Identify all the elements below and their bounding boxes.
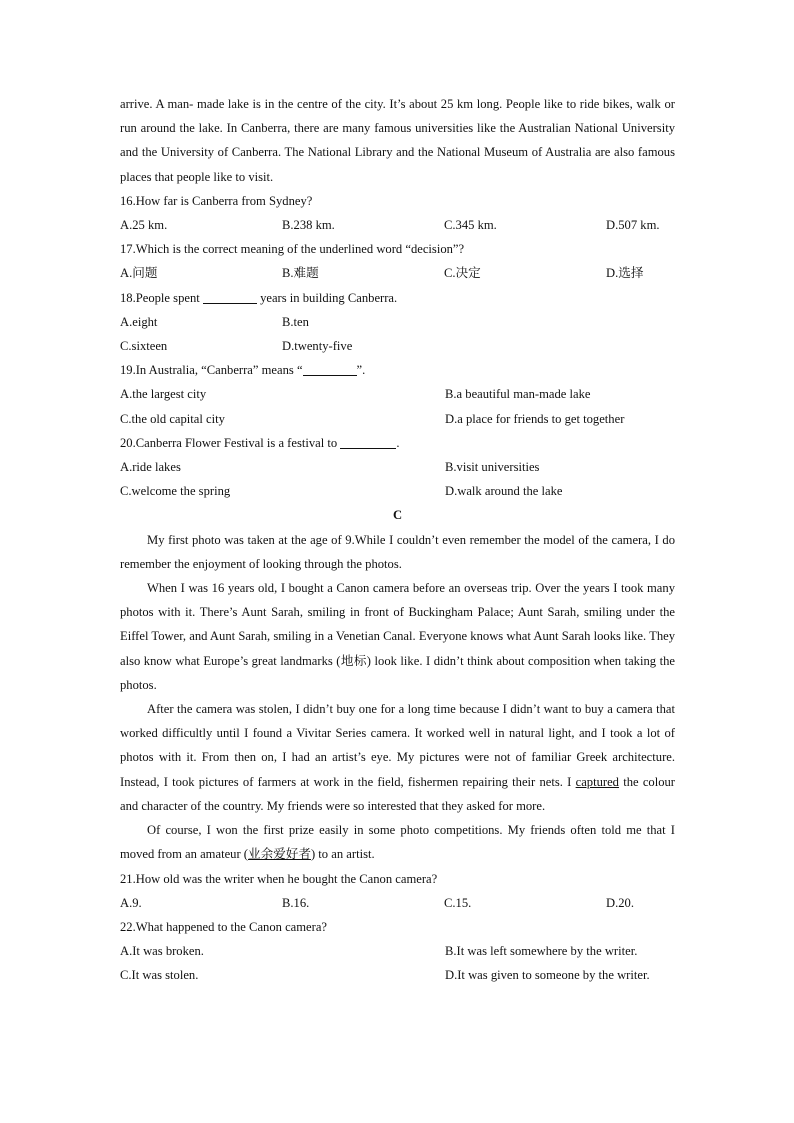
option-c: C.sixteen	[120, 339, 168, 354]
question-18-stem	[120, 286, 675, 310]
underlined-gloss: 业余爱好者	[248, 847, 311, 862]
option-c: C.15.	[444, 895, 472, 910]
question-16-stem: 16.How far is Canberra from Sydney?	[120, 193, 313, 208]
option-a: A.25 km.	[120, 218, 168, 233]
question-20-options-row-2	[120, 479, 675, 503]
answer-blank	[340, 434, 396, 449]
question-16-options	[120, 213, 675, 237]
option-d: D.选择	[606, 266, 644, 281]
passage-c-paragraph-2: When I was 16 years old, I bought a Canon camera before an overseas trip. Over the years I took many photos with it. There’s Aunt Sarah, smiling in front of Buckingham Palace; Aunt Sarah, smiling under the Eiffel Tower, and Aunt Sarah, smiling in a Venetian Canal. Everyone knows what Aunt Sarah looks like. They also know what Europe’s great landmarks (地标) look like. I didn’t think about composition when taking the photos.	[120, 581, 675, 692]
stem-pre: 18.People spent	[120, 290, 200, 305]
answer-blank	[303, 361, 357, 376]
option-a: A.9.	[120, 895, 142, 910]
option-b: B.16.	[282, 895, 310, 910]
question-22-options-row-1	[120, 939, 675, 963]
stem-pre: 20.Canberra Flower Festival is a festival to	[120, 435, 338, 450]
paragraph-text: After the camera was stolen, I didn’t buy one for a long time because I didn’t want to buy a camera that worked difficultly until I found a Vivitar Series camera. It worked well in natural light, and I took a lot of photos with it. From then on, I had an artist’s eye. My pictures were not of familiar Greek architecture. Instead, I took pictures of farmers at work in the field, fishermen repairing their nets. I	[120, 702, 675, 789]
passage-c-paragraph-4	[120, 818, 675, 866]
paragraph-text: Of course, I won the first prize easily in some photo competitions. My friends often told me that I moved from an amateur (	[120, 823, 675, 862]
question-18-options-row-2	[120, 334, 675, 358]
question-18-options-row-1	[120, 310, 675, 334]
question-21-stem: 21.How old was the writer when he bought the Canon camera?	[120, 871, 438, 886]
option-b: B.238 km.	[282, 218, 335, 233]
question-19-stem	[120, 358, 675, 382]
question-20-options-row-1	[120, 455, 675, 479]
option-b: B.It was left somewhere by the writer.	[445, 944, 638, 959]
question-19-options-row-1	[120, 382, 675, 406]
option-b: B.ten	[282, 314, 309, 329]
option-d: D.It was given to someone by the writer.	[445, 968, 650, 983]
question-22-stem: 22.What happened to the Canon camera?	[120, 919, 328, 934]
section-heading-c: C	[392, 508, 403, 523]
passage-c-paragraph-1: My first photo was taken at the age of 9.While I couldn’t even remember the model of the camera, I do remember the enjoyment of looking through the photos.	[120, 532, 675, 571]
stem-post: ”.	[356, 363, 366, 378]
underlined-word: captured	[575, 774, 619, 789]
option-c: C.决定	[444, 266, 481, 281]
option-a: A.eight	[120, 314, 158, 329]
option-a: A.问题	[120, 266, 158, 281]
stem-pre: 19.In Australia, “Canberra” means “	[120, 363, 303, 378]
stem-post: .	[396, 435, 400, 450]
option-b: B.难题	[282, 266, 319, 281]
paragraph-text: the colour and character of the country. My friends were so interested that they asked for more.	[120, 774, 675, 813]
option-b: B.a beautiful man-made lake	[445, 387, 591, 402]
option-c: C.the old capital city	[120, 411, 225, 426]
passage-c-paragraph-3	[120, 697, 675, 818]
question-21-options	[120, 891, 675, 915]
answer-blank	[203, 289, 257, 304]
passage-b-ending: arrive. A man- made lake is in the centre of the city. It’s about 25 km long. People like to ride bikes, walk or run around the lake. In Canberra, there are many famous universities like the Australian National University and the University of Canberra. The National Library and the National Museum of Australia are also famous places that people like to visit.	[120, 97, 675, 184]
question-17-stem: 17.Which is the correct meaning of the underlined word “decision”?	[120, 242, 465, 257]
option-c: C.345 km.	[444, 218, 497, 233]
paragraph-text: ) to an artist.	[310, 847, 375, 862]
option-d: D.a place for friends to get together	[445, 411, 625, 426]
option-d: D.walk around the lake	[445, 484, 563, 499]
option-a: A.It was broken.	[120, 944, 204, 959]
option-d: D.20.	[606, 895, 634, 910]
option-d: D.twenty-five	[282, 339, 353, 354]
stem-post: years in building Canberra.	[260, 290, 398, 305]
exam-page	[120, 92, 675, 988]
option-c: C.welcome the spring	[120, 484, 231, 499]
question-17-options	[120, 261, 675, 285]
question-22-options-row-2	[120, 963, 675, 987]
option-a: A.the largest city	[120, 387, 207, 402]
question-19-options-row-2	[120, 407, 675, 431]
option-a: A.ride lakes	[120, 460, 181, 475]
option-d: D.507 km.	[606, 218, 660, 233]
question-20-stem	[120, 431, 675, 455]
option-b: B.visit universities	[445, 460, 540, 475]
option-c: C.It was stolen.	[120, 968, 199, 983]
